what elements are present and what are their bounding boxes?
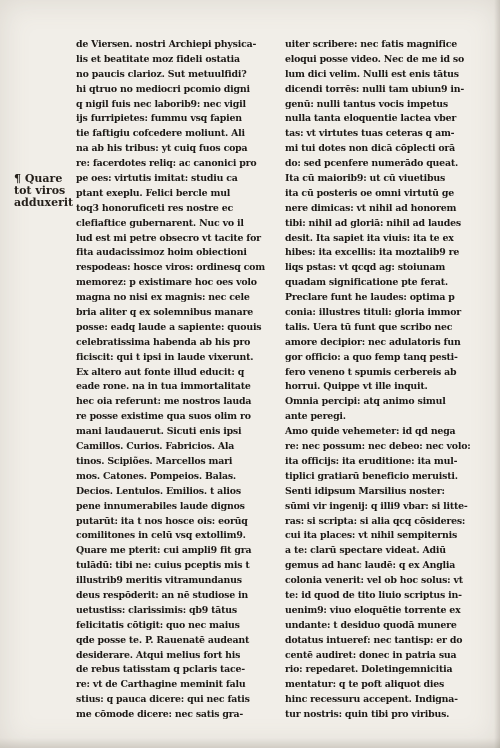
text-line: horrui. Quippe vt ille inquit. bbox=[285, 381, 428, 393]
text-line: de Viersen. nostri Archiepi physica- bbox=[76, 39, 257, 50]
text-line: tie faftigiu cofcedere moliunt. Ali bbox=[76, 128, 245, 140]
text-line: ptant exeplu. Felici bercle mul bbox=[76, 187, 231, 199]
text-line: re: facerdotes reliq: ac canonici pro bbox=[76, 158, 257, 170]
text-line: Quare me pterit: cui ampli9 fit gra bbox=[76, 545, 252, 557]
text-line: desiderare. Atqui melius fort his bbox=[76, 649, 241, 661]
text-line: dicendi torrēs: nulli tam ubiun9 in- bbox=[285, 83, 465, 95]
text-line: Omnia percipi: atq animo simul bbox=[285, 396, 446, 408]
marginal-note-line: tot viros bbox=[14, 184, 66, 197]
text-line: Ex altero aut fonte illud educit: q bbox=[76, 366, 245, 378]
text-line: tibi: nihil ad gloriā: nihil ad laudes bbox=[285, 217, 461, 229]
text-line: ijs furripietes: fummu vsq fapien bbox=[76, 113, 242, 125]
text-line: bria aliter q ex solemnibus manare bbox=[76, 307, 253, 319]
text-line: fita audacissimoz hoim obiectioni bbox=[76, 247, 247, 259]
text-line: nere dimicas: vt nihil ad honorem bbox=[285, 202, 457, 214]
text-line: Amo quide vehemeter: id qd nega bbox=[285, 426, 456, 438]
text-line: quadam significatione pte ferat. bbox=[285, 277, 448, 289]
text-line: felicitatis cōtigit: quo nec maius bbox=[76, 619, 240, 631]
text-line: cui ita places: vt nihil sempiternis bbox=[285, 530, 458, 542]
text-line: ita cū posteris oe omni virtutū ge bbox=[285, 187, 454, 199]
page-edge-shadow bbox=[494, 0, 500, 748]
text-line: amore decipior: nec adulatoris fun bbox=[285, 336, 461, 348]
text-line: do: sed pcenfere numerādo queat. bbox=[285, 158, 459, 170]
text-line: dotatus intueref: nec tantisp: er do bbox=[285, 634, 463, 646]
text-line: Senti idipsum Marsilius noster: bbox=[285, 485, 445, 497]
text-line: pene innumerabiles laude dignos bbox=[76, 500, 245, 512]
text-line: eloqui posse video. Nec de me id so bbox=[285, 53, 465, 65]
text-line: Camillos. Curios. Fabricios. Ala bbox=[76, 441, 235, 453]
text-line: pe oes: virtutis imitat: studiu ca bbox=[76, 173, 238, 185]
text-line: memorez: p existimare hoc oes volo bbox=[76, 277, 257, 289]
text-line: nulla tanta eloquentie lactea vber bbox=[285, 113, 457, 125]
text-line: mentatur: q te poft aliquot dies bbox=[285, 679, 445, 691]
text-line: mani laudauerut. Sicuti enis ipsi bbox=[76, 426, 242, 438]
text-line: ras: si scripta: si alia qcq cōsideres: bbox=[285, 515, 466, 527]
text-line: gemus ad hanc laudē: q ex Anglia bbox=[285, 560, 456, 572]
text-line: deus respōderit: an nē studiose in bbox=[76, 589, 249, 601]
text-line: ficiscit: qui t ipsi in laude vixerunt. bbox=[76, 351, 254, 363]
text-line: mos. Catones. Pompeios. Balas. bbox=[76, 470, 236, 482]
right-text-column bbox=[285, 38, 485, 723]
text-line: genū: nulli tantus vocis impetus bbox=[285, 98, 448, 110]
text-line: celebratissima habenda ab his pro bbox=[76, 336, 251, 348]
text-line: stius: q pauca dicere: qui nec fatis bbox=[76, 694, 250, 706]
text-line: centē audiret: donec in patria sua bbox=[285, 649, 457, 661]
left-text-column bbox=[76, 38, 272, 723]
text-line: te: id quod de tito liuio scriptus in- bbox=[285, 589, 462, 601]
text-line: colonia venerit: vel ob hoc solus: vt bbox=[285, 575, 463, 587]
text-line: ante peregi. bbox=[285, 411, 346, 423]
text-line: de rebus tatisstam q pclaris tace- bbox=[76, 664, 245, 676]
text-line: tur nostris: quin tibi pro viribus. bbox=[285, 709, 450, 721]
text-line: lud est mi petre obsecro vt tacite for bbox=[76, 232, 261, 244]
marginal-note-line: adduxerit bbox=[14, 196, 74, 209]
text-line: re posse existime qua suos olim ro bbox=[76, 411, 251, 423]
text-line: re: vt de Carthagine meminit falu bbox=[76, 679, 246, 691]
text-line: gor officio: a quo femp tanq pesti- bbox=[285, 351, 458, 363]
text-line: uenim9: viuo eloquētie torrente ex bbox=[285, 604, 461, 616]
text-line: magna no nisi ex magnis: nec cele bbox=[76, 292, 250, 304]
text-line: q nigil fuis nec laborib9: nec vigil bbox=[76, 98, 246, 110]
text-line: me cōmode dicere: nec satis gra- bbox=[76, 709, 244, 721]
text-line: Preclare funt he laudes: optima p bbox=[285, 292, 455, 304]
text-line: tulādū: tibi ne: cuius pceptis mis t bbox=[76, 560, 250, 572]
text-line: lum dici velim. Nulli est enis tātus bbox=[285, 68, 459, 80]
text-line: putarūt: ita t nos hosce ois: eorūq bbox=[76, 515, 248, 527]
text-line: na ab his tribus: yt cuiq fuos copa bbox=[76, 143, 248, 155]
text-line: a te: clarū spectare videat. Adiū bbox=[285, 545, 446, 557]
text-line: Decios. Lentulos. Emilios. t alios bbox=[76, 485, 241, 497]
text-line: comilitones in celū vsq extollim9. bbox=[76, 530, 246, 542]
text-line: tinos. Scipiões. Marcellos mari bbox=[76, 455, 233, 467]
text-line: ita officijs: ita eruditione: ita mul- bbox=[285, 455, 458, 467]
text-line: hi qtruo no mediocri pcomio digni bbox=[76, 83, 250, 95]
text-line: tiplici gratiarū beneficio meruisti. bbox=[285, 470, 458, 482]
text-line: no paucis clarioz. Sut metuulfidi? bbox=[76, 68, 247, 80]
text-line: uetustiss: clarissimis: qb9 tātus bbox=[76, 604, 237, 616]
text-line: uiter scribere: nec fatis magnifice bbox=[285, 39, 457, 50]
text-line: toq3 honoruficeti res nostre ec bbox=[76, 202, 234, 214]
text-line: undante: t desiduo quodā munere bbox=[285, 619, 457, 631]
text-line: posse: eadq laude a sapiente: quouis bbox=[76, 321, 262, 333]
text-line: hinc recessuru accepent. Indigna- bbox=[285, 694, 458, 706]
marginal-note bbox=[14, 172, 74, 209]
marginal-note-line: ¶ Quare bbox=[14, 172, 63, 185]
text-line: fero veneno t spumis cerbereis ab bbox=[285, 366, 457, 378]
text-line: tas: vt virtutes tuas ceteras q am- bbox=[285, 128, 455, 140]
page-bottom-shadow bbox=[0, 738, 500, 748]
text-line: liqs pstas: vt qcqd ag: stoiunam bbox=[285, 262, 446, 274]
text-line: lis et beatitate moz fideli ostatia bbox=[76, 53, 240, 65]
text-line: qde posse te. P. Rauenatē audeant bbox=[76, 634, 250, 646]
text-line: re: nec possum: nec debeo: nec volo: bbox=[285, 441, 471, 453]
text-line: Ita cū maiorib9: ut cū viuetibus bbox=[285, 173, 446, 185]
text-line: rio: repedaret. Doletingemnicitia bbox=[285, 664, 453, 676]
text-line: mi tui dotes non dicā cōplecti orā bbox=[285, 143, 456, 155]
text-line: illustrib9 meritis vitramundanus bbox=[76, 575, 242, 587]
text-line: sūmi vir ingenij: q illi9 vbar: si litte- bbox=[285, 500, 468, 512]
text-line: respodeas: hosce viros: ordinesq com bbox=[76, 262, 265, 274]
text-line: clefiaftice gubernarent. Nuc vo il bbox=[76, 217, 244, 229]
text-line: conia: illustres tituli: gloria immor bbox=[285, 307, 461, 319]
text-line: hibes: ita excellis: ita moztalib9 re bbox=[285, 247, 460, 259]
text-line: talis. Uera tū funt que scribo nec bbox=[285, 321, 453, 333]
text-line: eade rone. na in tua immortalitate bbox=[76, 381, 251, 393]
text-line: hec oia referunt: me nostros lauda bbox=[76, 396, 252, 408]
text-line: desit. Ita sapiet ita viuis: ita te ex bbox=[285, 232, 454, 244]
